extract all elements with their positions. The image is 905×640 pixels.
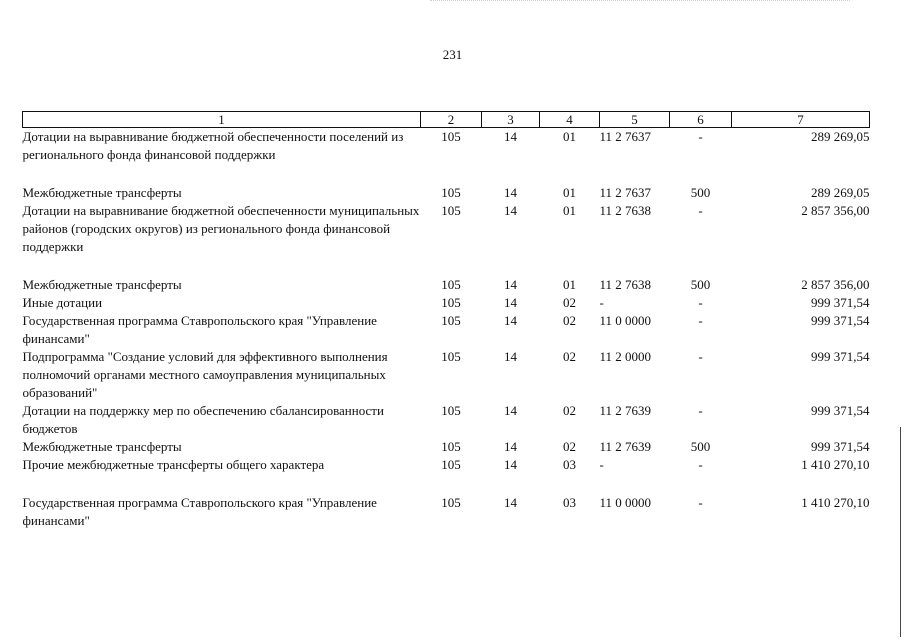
column-header-3: 3 [482,112,540,128]
row-cell-c6: - [698,295,703,310]
row-cell-c4: 01 [563,277,576,292]
row-name-cell: Государственная программа Ставропольского края "Управление финансами" [22,495,377,528]
table-row [23,202,870,276]
table-row [23,312,870,348]
row-cell-c2: 105 [441,495,461,510]
row-cell-c6: - [698,349,703,364]
row-cell-c2: 105 [441,129,461,144]
row-cell-c4: 02 [563,295,576,310]
row-name-cell: Прочие межбюджетные трансферты общего характера [22,457,325,472]
row-cell-c2: 105 [441,185,461,200]
row-name-cell: Межбюджетные трансферты [22,439,182,454]
row-cell-c5: 11 0 0000 [599,495,652,510]
row-name-cell: Дотации на поддержку мер по обеспечению сбалансированности бюджетов [22,403,384,436]
row-cell-c7: 2 857 356,00 [801,203,870,218]
table-row [23,456,870,494]
row-cell-c4: 03 [563,457,576,472]
column-header-5: 5 [600,112,670,128]
table-row [23,494,870,530]
row-cell-c3: 14 [504,457,517,472]
row-cell-c5: 11 2 7638 [599,203,652,218]
row-cell-c6: - [698,313,703,328]
row-cell-c3: 14 [504,403,517,418]
row-cell-c3: 14 [504,495,517,510]
table-header-row [23,112,870,128]
table-row [23,294,870,312]
row-cell-c5: 11 2 7637 [599,129,652,144]
row-cell-c3: 14 [504,295,517,310]
row-cell-c7: 999 371,54 [811,349,870,364]
row-cell-c5: 11 2 7639 [599,439,652,454]
scan-artifact-dots [430,0,850,5]
row-cell-c7: 2 857 356,00 [801,277,870,292]
row-cell-c5: 11 2 7639 [599,403,652,418]
row-cell-c2: 105 [441,295,461,310]
row-cell-c7: 1 410 270,10 [801,495,870,510]
row-cell-c5: - [599,457,604,472]
column-header-6: 6 [670,112,732,128]
row-cell-c4: 03 [563,495,576,510]
row-cell-c3: 14 [504,439,517,454]
row-name-cell: Межбюджетные трансферты [22,185,182,200]
scan-artifact-edge [900,427,901,637]
row-cell-c6: 500 [690,439,711,454]
column-header-2: 2 [421,112,482,128]
table-row [23,402,870,438]
row-cell-c4: 02 [563,403,576,418]
row-cell-c4: 01 [563,185,576,200]
row-cell-c3: 14 [504,203,517,218]
budget-table [22,111,870,530]
row-cell-c5: - [599,295,604,310]
table-body [23,128,870,531]
table-row [23,438,870,456]
row-cell-c7: 1 410 270,10 [801,457,870,472]
row-cell-c2: 105 [441,457,461,472]
row-name-cell: Государственная программа Ставропольского края "Управление финансами" [22,313,377,346]
table-row [23,184,870,202]
row-cell-c4: 02 [563,439,576,454]
row-cell-c4: 01 [563,203,576,218]
row-cell-c3: 14 [504,277,517,292]
row-cell-c6: - [698,495,703,510]
row-cell-c3: 14 [504,349,517,364]
row-cell-c6: 500 [690,185,711,200]
column-header-4: 4 [540,112,600,128]
row-cell-c7: 999 371,54 [811,295,870,310]
row-name-cell: Подпрограмма "Создание условий для эффективного выполнения полномочий органами местного самоуправления муниципальных образований" [22,349,388,400]
row-name-cell: Дотации на выравнивание бюджетной обеспеченности поселений из регионального фонда финансовой поддержки [22,129,404,162]
row-cell-c5: 11 2 7638 [599,277,652,292]
row-name-cell: Межбюджетные трансферты [22,277,182,292]
row-cell-c6: - [698,403,703,418]
row-cell-c2: 105 [441,403,461,418]
row-cell-c3: 14 [504,313,517,328]
row-cell-c2: 105 [441,277,461,292]
row-cell-c7: 289 269,05 [811,185,870,200]
row-name-cell: Дотации на выравнивание бюджетной обеспеченности муниципальных районов (городских округов) из регионального фонда финансовой поддержки [22,203,420,254]
column-header-1: 1 [23,112,421,128]
row-cell-c5: 11 2 7637 [599,185,652,200]
row-cell-c2: 105 [441,439,461,454]
row-cell-c5: 11 0 0000 [599,313,652,328]
column-header-7: 7 [732,112,870,128]
row-cell-c4: 02 [563,349,576,364]
row-cell-c7: 999 371,54 [811,403,870,418]
row-cell-c7: 999 371,54 [811,439,870,454]
table-row [23,348,870,402]
row-name-cell: Иные дотации [22,295,103,310]
row-cell-c2: 105 [441,349,461,364]
row-cell-c3: 14 [504,185,517,200]
row-cell-c6: - [698,457,703,472]
table-row [23,128,870,185]
table-row [23,276,870,294]
row-cell-c3: 14 [504,129,517,144]
row-cell-c7: 289 269,05 [811,129,870,144]
page-number: 231 [442,47,463,62]
row-cell-c7: 999 371,54 [811,313,870,328]
row-cell-c2: 105 [441,203,461,218]
row-cell-c4: 01 [563,129,576,144]
row-cell-c4: 02 [563,313,576,328]
row-cell-c2: 105 [441,313,461,328]
row-cell-c6: - [698,129,703,144]
row-cell-c5: 11 2 0000 [599,349,652,364]
row-cell-c6: - [698,203,703,218]
row-cell-c6: 500 [690,277,711,292]
